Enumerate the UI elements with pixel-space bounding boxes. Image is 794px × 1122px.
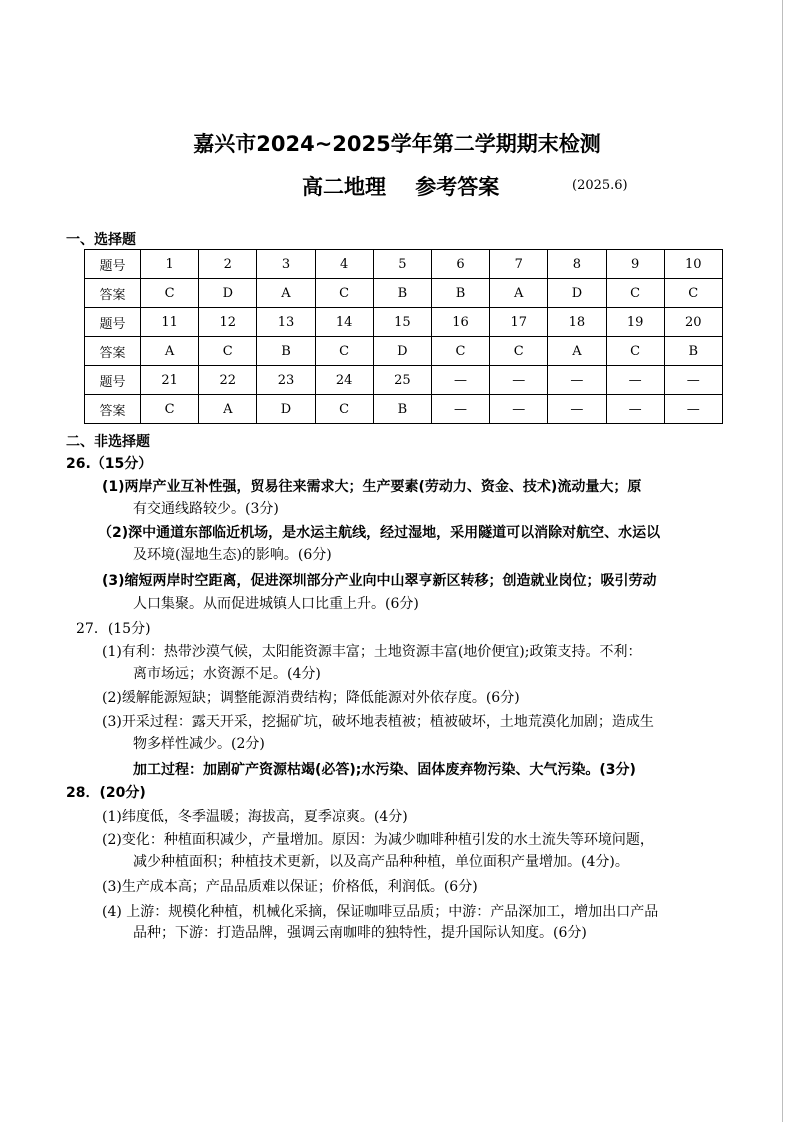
- answer-table-cell: 13: [257, 308, 315, 337]
- answer-table-cell: 16: [431, 308, 489, 337]
- q26-part2-line1: （2)深中通道东部临近机场，是水运主航线，经过湿地，采用隧道可以消除对航空、水运以: [98, 525, 661, 541]
- answer-table-cell: —: [548, 366, 606, 395]
- answer-table-cell: —: [548, 395, 606, 424]
- answer-table-cell: —: [431, 395, 489, 424]
- q26-part1-line1: (1)两岸产业互补性强，贸易往来需求大；生产要素(劳动力、资金、技术)流动量大；原: [102, 479, 642, 495]
- answer-table-cell: 19: [606, 308, 664, 337]
- page-title: 嘉兴市2024~2025学年第二学期期末检测: [193, 132, 601, 156]
- answer-table-cell: C: [606, 279, 664, 308]
- answer-table-cell: 24: [315, 366, 373, 395]
- answer-table-cell: A: [199, 395, 257, 424]
- answer-table-cell: D: [548, 279, 606, 308]
- answer-table-row: [85, 250, 723, 279]
- answer-table-cell: B: [431, 279, 489, 308]
- q28-part2-line2: 减少种植面积；种植技术更新，以及高产品种种植，单位面积产量增加。(4分)。: [133, 854, 629, 870]
- answer-table-cell: A: [257, 279, 315, 308]
- answer-table-cell: 18: [548, 308, 606, 337]
- answer-table-cell: A: [548, 337, 606, 366]
- answer-table-row-label: 答案: [85, 279, 141, 308]
- answer-table-cell: 9: [606, 250, 664, 279]
- q28-part1: (1)纬度低，冬季温暖；海拔高，夏季凉爽。(4分): [102, 809, 408, 825]
- answer-table-cell: B: [664, 337, 722, 366]
- answer-table-row-label: 题号: [85, 308, 141, 337]
- answer-table-row: [85, 279, 723, 308]
- answer-table-cell: —: [606, 395, 664, 424]
- answer-table-row: [85, 366, 723, 395]
- q26-part3-line1: (3)缩短两岸时空距离，促进深圳部分产业向中山翠亨新区转移；创造就业岗位；吸引劳动: [102, 573, 657, 589]
- answer-table-cell: —: [490, 366, 548, 395]
- answer-table-cell: 8: [548, 250, 606, 279]
- answer-table-cell: B: [373, 395, 431, 424]
- q28-part4-line1: (4) 上游：规模化种植，机械化采摘，保证咖啡豆品质；中游：产品深加工，增加出口产品: [102, 904, 659, 920]
- answer-table-cell: —: [664, 366, 722, 395]
- q26-part1-line2: 有交通线路较少。(3分): [133, 501, 279, 517]
- answer-table-row: [85, 337, 723, 366]
- answer-table-cell: 3: [257, 250, 315, 279]
- answer-table-cell: —: [606, 366, 664, 395]
- answer-table-row-label: 题号: [85, 366, 141, 395]
- answer-table-row: [85, 308, 723, 337]
- q26-heading: 26.（15分）: [66, 456, 153, 472]
- answer-table-cell: C: [141, 279, 199, 308]
- q27-part2: (2)缓解能源短缺；调整能源消费结构；降低能源对外依存度。(6分): [102, 690, 520, 706]
- answer-table-cell: —: [490, 395, 548, 424]
- answer-table-cell: C: [431, 337, 489, 366]
- answer-table-cell: 17: [490, 308, 548, 337]
- q27-part1-line2: 离市场远；水资源不足。(4分): [133, 666, 321, 682]
- answer-table-cell: 7: [490, 250, 548, 279]
- answer-table-cell: D: [257, 395, 315, 424]
- answer-table-cell: C: [315, 395, 373, 424]
- answer-table-cell: 10: [664, 250, 722, 279]
- q26-part2-line2: 及环境(湿地生态)的影响。(6分): [133, 547, 332, 563]
- answer-table-cell: 11: [141, 308, 199, 337]
- q27-part1-line1: (1)有利：热带沙漠气候，太阳能资源丰富；土地资源丰富(地价便宜);政策支持。不利：: [102, 644, 642, 660]
- answer-table-cell: C: [141, 395, 199, 424]
- q27-part3-line3: 加工过程：加剧矿产资源枯竭(必答);水污染、固体废弃物污染、大气污染。(3分): [133, 762, 636, 778]
- answer-table-row-label: 答案: [85, 337, 141, 366]
- q27-heading: 27．(15分): [76, 621, 151, 637]
- answer-table-cell: 20: [664, 308, 722, 337]
- answer-table-cell: C: [199, 337, 257, 366]
- answer-table-cell: 15: [373, 308, 431, 337]
- answer-table-cell: A: [490, 279, 548, 308]
- answer-table-row: [85, 395, 723, 424]
- q28-part3: (3)生产成本高；产品品质难以保证；价格低，利润低。(6分): [102, 879, 478, 895]
- answer-table-cell: D: [199, 279, 257, 308]
- page-edge-line: [782, 0, 783, 1122]
- answer-table-row-label: 答案: [85, 395, 141, 424]
- answer-table-cell: C: [315, 337, 373, 366]
- answer-table-cell: 12: [199, 308, 257, 337]
- page-subtitle: 高二地理 参考答案: [302, 175, 500, 199]
- q28-part4-line2: 品种；下游：打造品牌，强调云南咖啡的独特性，提升国际认知度。(6分): [133, 925, 587, 941]
- q28-heading: 28．(20分): [66, 785, 146, 801]
- answer-table-cell: 4: [315, 250, 373, 279]
- answer-table-cell: 21: [141, 366, 199, 395]
- q26-part3-line2: 人口集聚。从而促进城镇人口比重上升。(6分): [133, 596, 419, 612]
- answer-table-cell: C: [664, 279, 722, 308]
- answer-table-cell: 22: [199, 366, 257, 395]
- answer-table-cell: C: [490, 337, 548, 366]
- answer-table-cell: —: [431, 366, 489, 395]
- answer-table-cell: 14: [315, 308, 373, 337]
- answer-table-cell: B: [373, 279, 431, 308]
- answer-table-cell: 6: [431, 250, 489, 279]
- answer-table-cell: A: [141, 337, 199, 366]
- section-heading-nonchoice: 二、非选择题: [66, 434, 150, 450]
- q28-part2-line1: (2)变化：种植面积减少，产量增加。原因：为减少咖啡种植引发的水土流失等环境问题，: [102, 832, 654, 848]
- answer-table-cell: —: [664, 395, 722, 424]
- answer-table-cell: 1: [141, 250, 199, 279]
- answer-table-body: [85, 250, 723, 424]
- answer-table: [84, 249, 723, 424]
- exam-date: (2025.6): [572, 178, 628, 193]
- answer-table-cell: 23: [257, 366, 315, 395]
- answer-table-cell: C: [606, 337, 664, 366]
- q27-part3-line2: 物多样性减少。(2分): [133, 736, 265, 752]
- answer-table-cell: 5: [373, 250, 431, 279]
- answer-table-cell: 25: [373, 366, 431, 395]
- answer-table-cell: D: [373, 337, 431, 366]
- section-heading-choice: 一、选择题: [66, 232, 136, 248]
- answer-table-cell: B: [257, 337, 315, 366]
- q27-part3-line1: (3)开采过程：露天开采，挖掘矿坑，破坏地表植被；植被破坏，土地荒漠化加剧；造成生: [102, 714, 654, 730]
- answer-table-row-label: 题号: [85, 250, 141, 279]
- answer-table-cell: 2: [199, 250, 257, 279]
- answer-table-cell: C: [315, 279, 373, 308]
